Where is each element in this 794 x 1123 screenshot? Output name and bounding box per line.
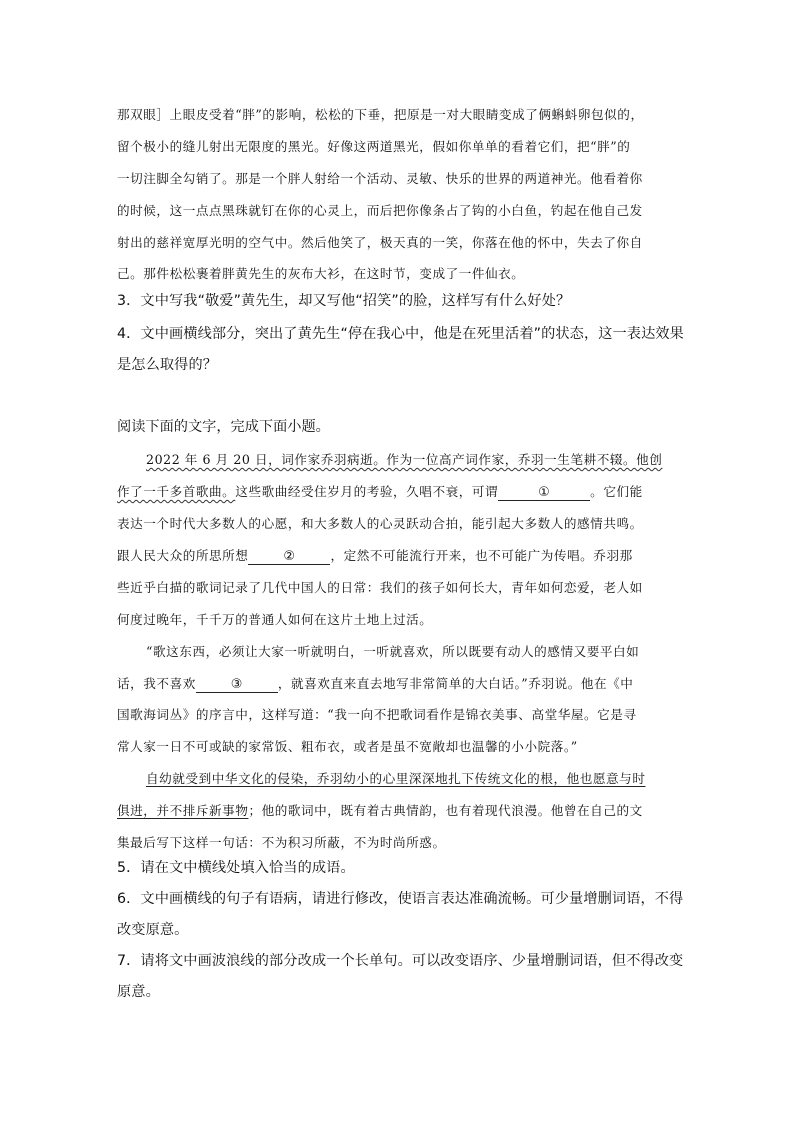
question-5: 5．请在文中横线处填入恰当的成语。 bbox=[117, 860, 355, 876]
reading-instruction: 阅读下面的文字，完成下面小题。 bbox=[117, 419, 330, 435]
fill-blank-1 bbox=[498, 485, 590, 501]
passage2-line bbox=[117, 545, 633, 565]
question-7-line1: 7．请将文中画波浪线的部分改成一个长单句。可以改变语序、少量增删词语，但不得改变 bbox=[117, 953, 684, 969]
passage-text: ，就喜欢直来直去地写非常简单的大白话。”乔羽说。他在《中 bbox=[277, 676, 634, 691]
passage-text: ，定然不可能流行开来，也不可能广为传唱。乔羽那 bbox=[330, 548, 633, 563]
passage1-line: 己。那件松松裹着胖黄先生的灰布大衫，在这时节，变成了一件仙衣。 bbox=[117, 266, 525, 281]
passage-text: ；他的歌词中，既有着古典情韵，也有着现代浪漫。他曾在自己的文 bbox=[248, 803, 643, 818]
wavy-underlined-text: 2022 年 6 月 20 日，词作家乔羽病逝。作为一位高产词作家，乔羽一生笔耕不辍。他创 bbox=[146, 452, 663, 467]
question-3: 3．文中写我“敬爱”黄先生，却又写他“招笑”的脸，这样写有什么好处？ bbox=[117, 293, 571, 309]
passage2-line bbox=[146, 449, 662, 468]
question-6-line2: 改变原意。 bbox=[117, 922, 189, 938]
blank-number: ① bbox=[538, 485, 551, 500]
question-4-line1: 4．文中画横线部分，突出了黄先生“停在我心中，他是在死里活着”的状态，这一表达效果 bbox=[117, 326, 684, 342]
blank-number: ③ bbox=[230, 677, 243, 692]
blank-number: ② bbox=[283, 549, 296, 564]
question-6-line1: 6．文中画横线的句子有语病，请进行修改，使语言表达准确流畅。可少量增删词语，不得 bbox=[117, 891, 684, 907]
underlined-sentence: 俱进，并不排斥新事物 bbox=[117, 803, 249, 818]
passage-text: 。它们能 bbox=[590, 484, 643, 499]
passage1-line: 留个极小的缝儿射出无限度的黑光。好像这两道黑光，假如你单单的看着它们，把“胖”的 bbox=[117, 139, 631, 154]
passage2-line bbox=[146, 768, 645, 787]
passage2-line: 表达一个时代大多数人的心愿，和大多数人的心灵跃动合拍，能引起大多数人的感情共鸣。 bbox=[117, 516, 643, 531]
fill-blank-2 bbox=[248, 549, 330, 565]
passage2-line bbox=[117, 481, 643, 501]
wavy-underlined-text: 作了一千多首歌曲。 bbox=[117, 484, 236, 499]
passage-text: 跟人民大众的所思所想 bbox=[117, 548, 249, 563]
passage2-line: 何度过晚年，千千万的普通人如何在这片土地上过活。 bbox=[117, 612, 433, 627]
question-4-line2: 是怎么取得的？ bbox=[117, 357, 218, 373]
passage2-line: 常人家一日不可或缺的家常饭、粗布衣，或者是虽不宽敞却也温馨的小小院落。” bbox=[117, 739, 578, 754]
passage2-line: 些近乎白描的歌词记录了几代中国人的日常：我们的孩子如何长大，青年如何恋爱，老人如 bbox=[117, 580, 643, 595]
passage2-line: 集最后写下这样一句话：不为积习所蔽，不为时尚所惑。 bbox=[117, 835, 446, 850]
passage1-line: 那双眼］上眼皮受着“胖”的影响，松松的下垂，把原是一对大眼睛变成了俩蝌蚪卵包似的， bbox=[117, 107, 644, 122]
question-7-line2: 原意。 bbox=[117, 984, 160, 1000]
passage2-line bbox=[117, 800, 643, 819]
passage-text: 这些歌曲经受住岁月的考验，久唱不衰，可谓 bbox=[235, 484, 499, 499]
fill-blank-3 bbox=[196, 677, 278, 693]
passage2-line bbox=[117, 673, 633, 693]
passage1-line: 一切注脚全勾销了。那是一个胖人射给一个活动、灵敏、快乐的世界的两道神光。他看着你 bbox=[117, 171, 643, 186]
passage-text: 话，我不喜欢 bbox=[117, 676, 196, 691]
passage1-line: 的时候，这一点点黑珠就钉在你的心灵上，而后把你像条占了钩的小白鱼，钓起在他自己发 bbox=[117, 203, 643, 218]
passage1-line: 射出的慈祥宽厚光明的空气中。然后他笑了，极天真的一笑，你落在他的怀中，失去了你自 bbox=[117, 235, 643, 250]
passage2-line: 国歌海词丛》的序言中，这样写道：“我一向不把歌词看作是锦衣美事、高堂华屋。它是寻 bbox=[117, 707, 637, 722]
passage2-line: “歌这东西，必须让大家一听就明白，一听就喜欢，所以既要有动人的感情又要平白如 bbox=[146, 644, 640, 659]
underlined-sentence: 自幼就受到中华文化的侵染，乔羽幼小的心里深深地扎下传统文化的根，他也愿意与时 bbox=[146, 771, 646, 786]
